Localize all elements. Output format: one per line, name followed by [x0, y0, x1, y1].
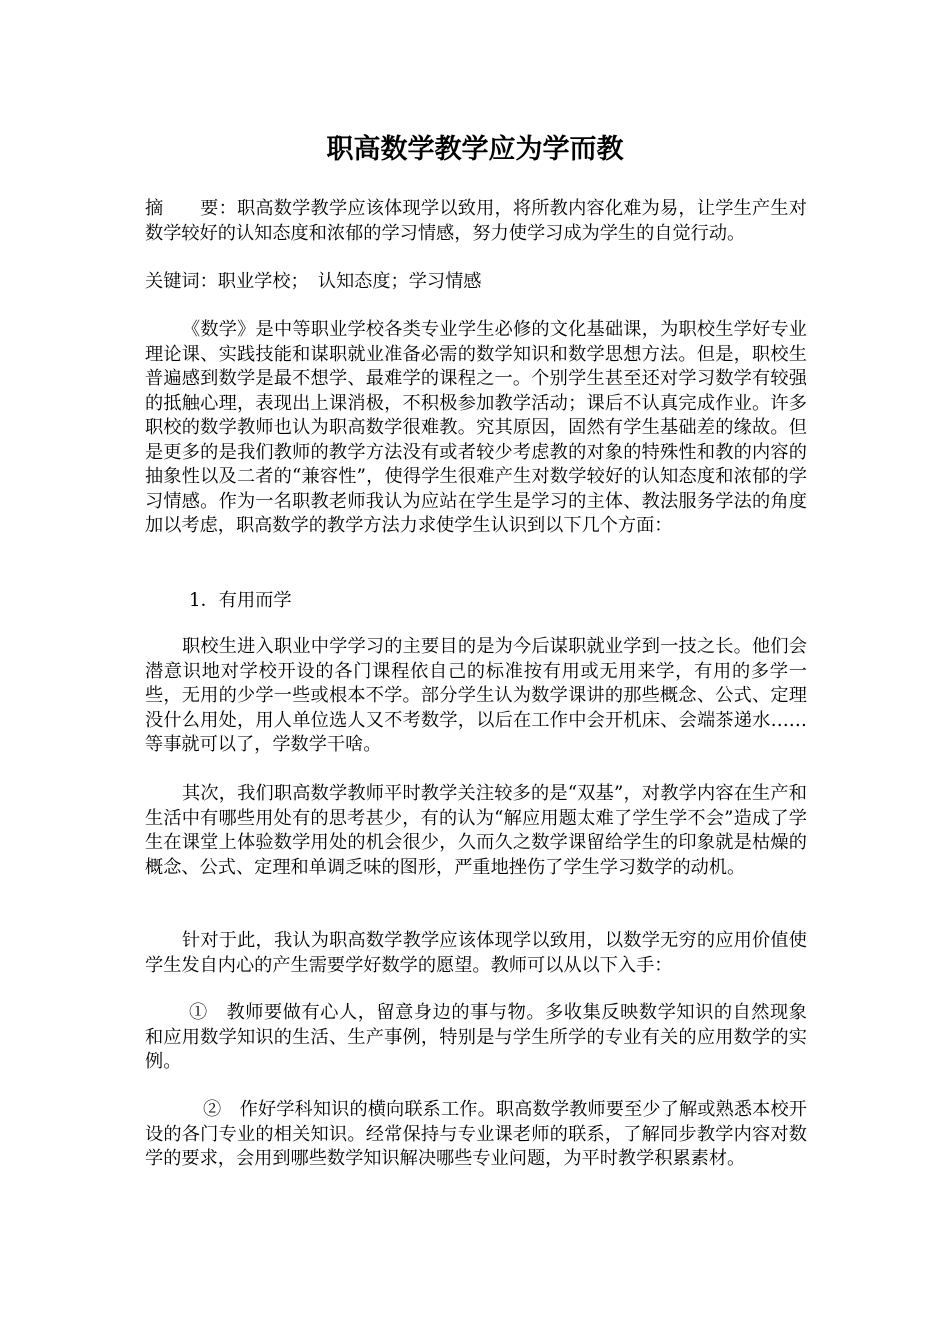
keywords-text: 职业学校； 认知态度；学习情感 — [217, 271, 482, 292]
keywords-label: 关键词： — [145, 271, 218, 292]
section-heading-useful: 1．有用而学 — [189, 590, 292, 611]
abstract-paragraph — [145, 197, 807, 246]
intro-paragraph: 《数学》是中等职业学校各类专业学生必修的文化基础课，为职校生学好专业理论课、实践技能和谋职就业准备必需的数学知识和数学思想方法。但是，职校生普遍感到数学是最不想学、最难学的课程之一。个别学生甚至还对学习数学有较强的抵触心理，表现出上课消极，不积极参加教学活动；课后不认真完成作业。许多职校的数学教师也认为职高数学很难教。究其原因，固然有学生基础差的缘故。但是更多的是我们教师的教学方法没有或者较少考虑教的对象的特殊性和教的内容的抽象性以及二者的“兼容性”，使得学生很难产生对数学较好的认知态度和浓郁的学习情感。作为一名职教老师我认为应站在学生是学习的主体、教法服务学法的角度加以考虑，职高数学的教学方法力求使学生认识到以下几个方面： — [145, 319, 807, 536]
body-paragraph-2: 其次，我们职高数学教师平时教学关注较多的是“双基”，对教学内容在生产和生活中有哪些用处有的思考甚少，有的认为“解应用题太难了学生学不会”造成了学生在课堂上体验数学用处的机会很少，久而久之数学课留给学生的印象就是枯燥的概念、公式、定理和单调乏味的图形，严重地挫伤了学生学习数学的动机。 — [145, 783, 807, 878]
keywords-paragraph — [145, 270, 807, 295]
list-item-1: ① 教师要做有心人，留意身边的事与物。多收集反映数学知识的自然现象和应用数学知识的生活、生产事例，特别是与学生所学的专业有关的应用数学的实例。 — [145, 1002, 807, 1072]
body-paragraph-3: 针对于此，我认为职高数学教学应该体现学以致用，以数学无穷的应用价值使学生发自内心的产生需要学好数学的愿望。教师可以从以下入手： — [145, 930, 807, 976]
page-title: 职高数学教学应为学而教 — [326, 134, 624, 165]
list-item-2: ② 作好学科知识的横向联系工作。职高数学教师要至少了解或熟悉本校开设的各门专业的相关知识。经常保持与专业课老师的联系，了解同步教学内容对数学的要求，会用到哪些数学知识解决哪些专业问题，为平时教学积累素材。 — [145, 1099, 807, 1169]
abstract-label: 摘 要： — [145, 198, 237, 219]
abstract-text: 职高数学教学应该体现学以致用，将所教内容化难为易，让学生产生对数学较好的认知态度和浓郁的学习情感，努力使学习成为学生的自觉行动。 — [145, 198, 807, 244]
body-paragraph-1: 职校生进入职业中学学习的主要目的是为今后谋职就业学到一技之长。他们会潜意识地对学校开设的各门课程依自己的标准按有用或无用来学，有用的多学一些，无用的少学一些或根本不学。部分学生认为数学课讲的那些概念、公式、定理没什么用处，用人单位选人又不考数学，以后在工作中会开机床、会端茶递水……等事就可以了，学数学干啥。 — [145, 636, 807, 755]
